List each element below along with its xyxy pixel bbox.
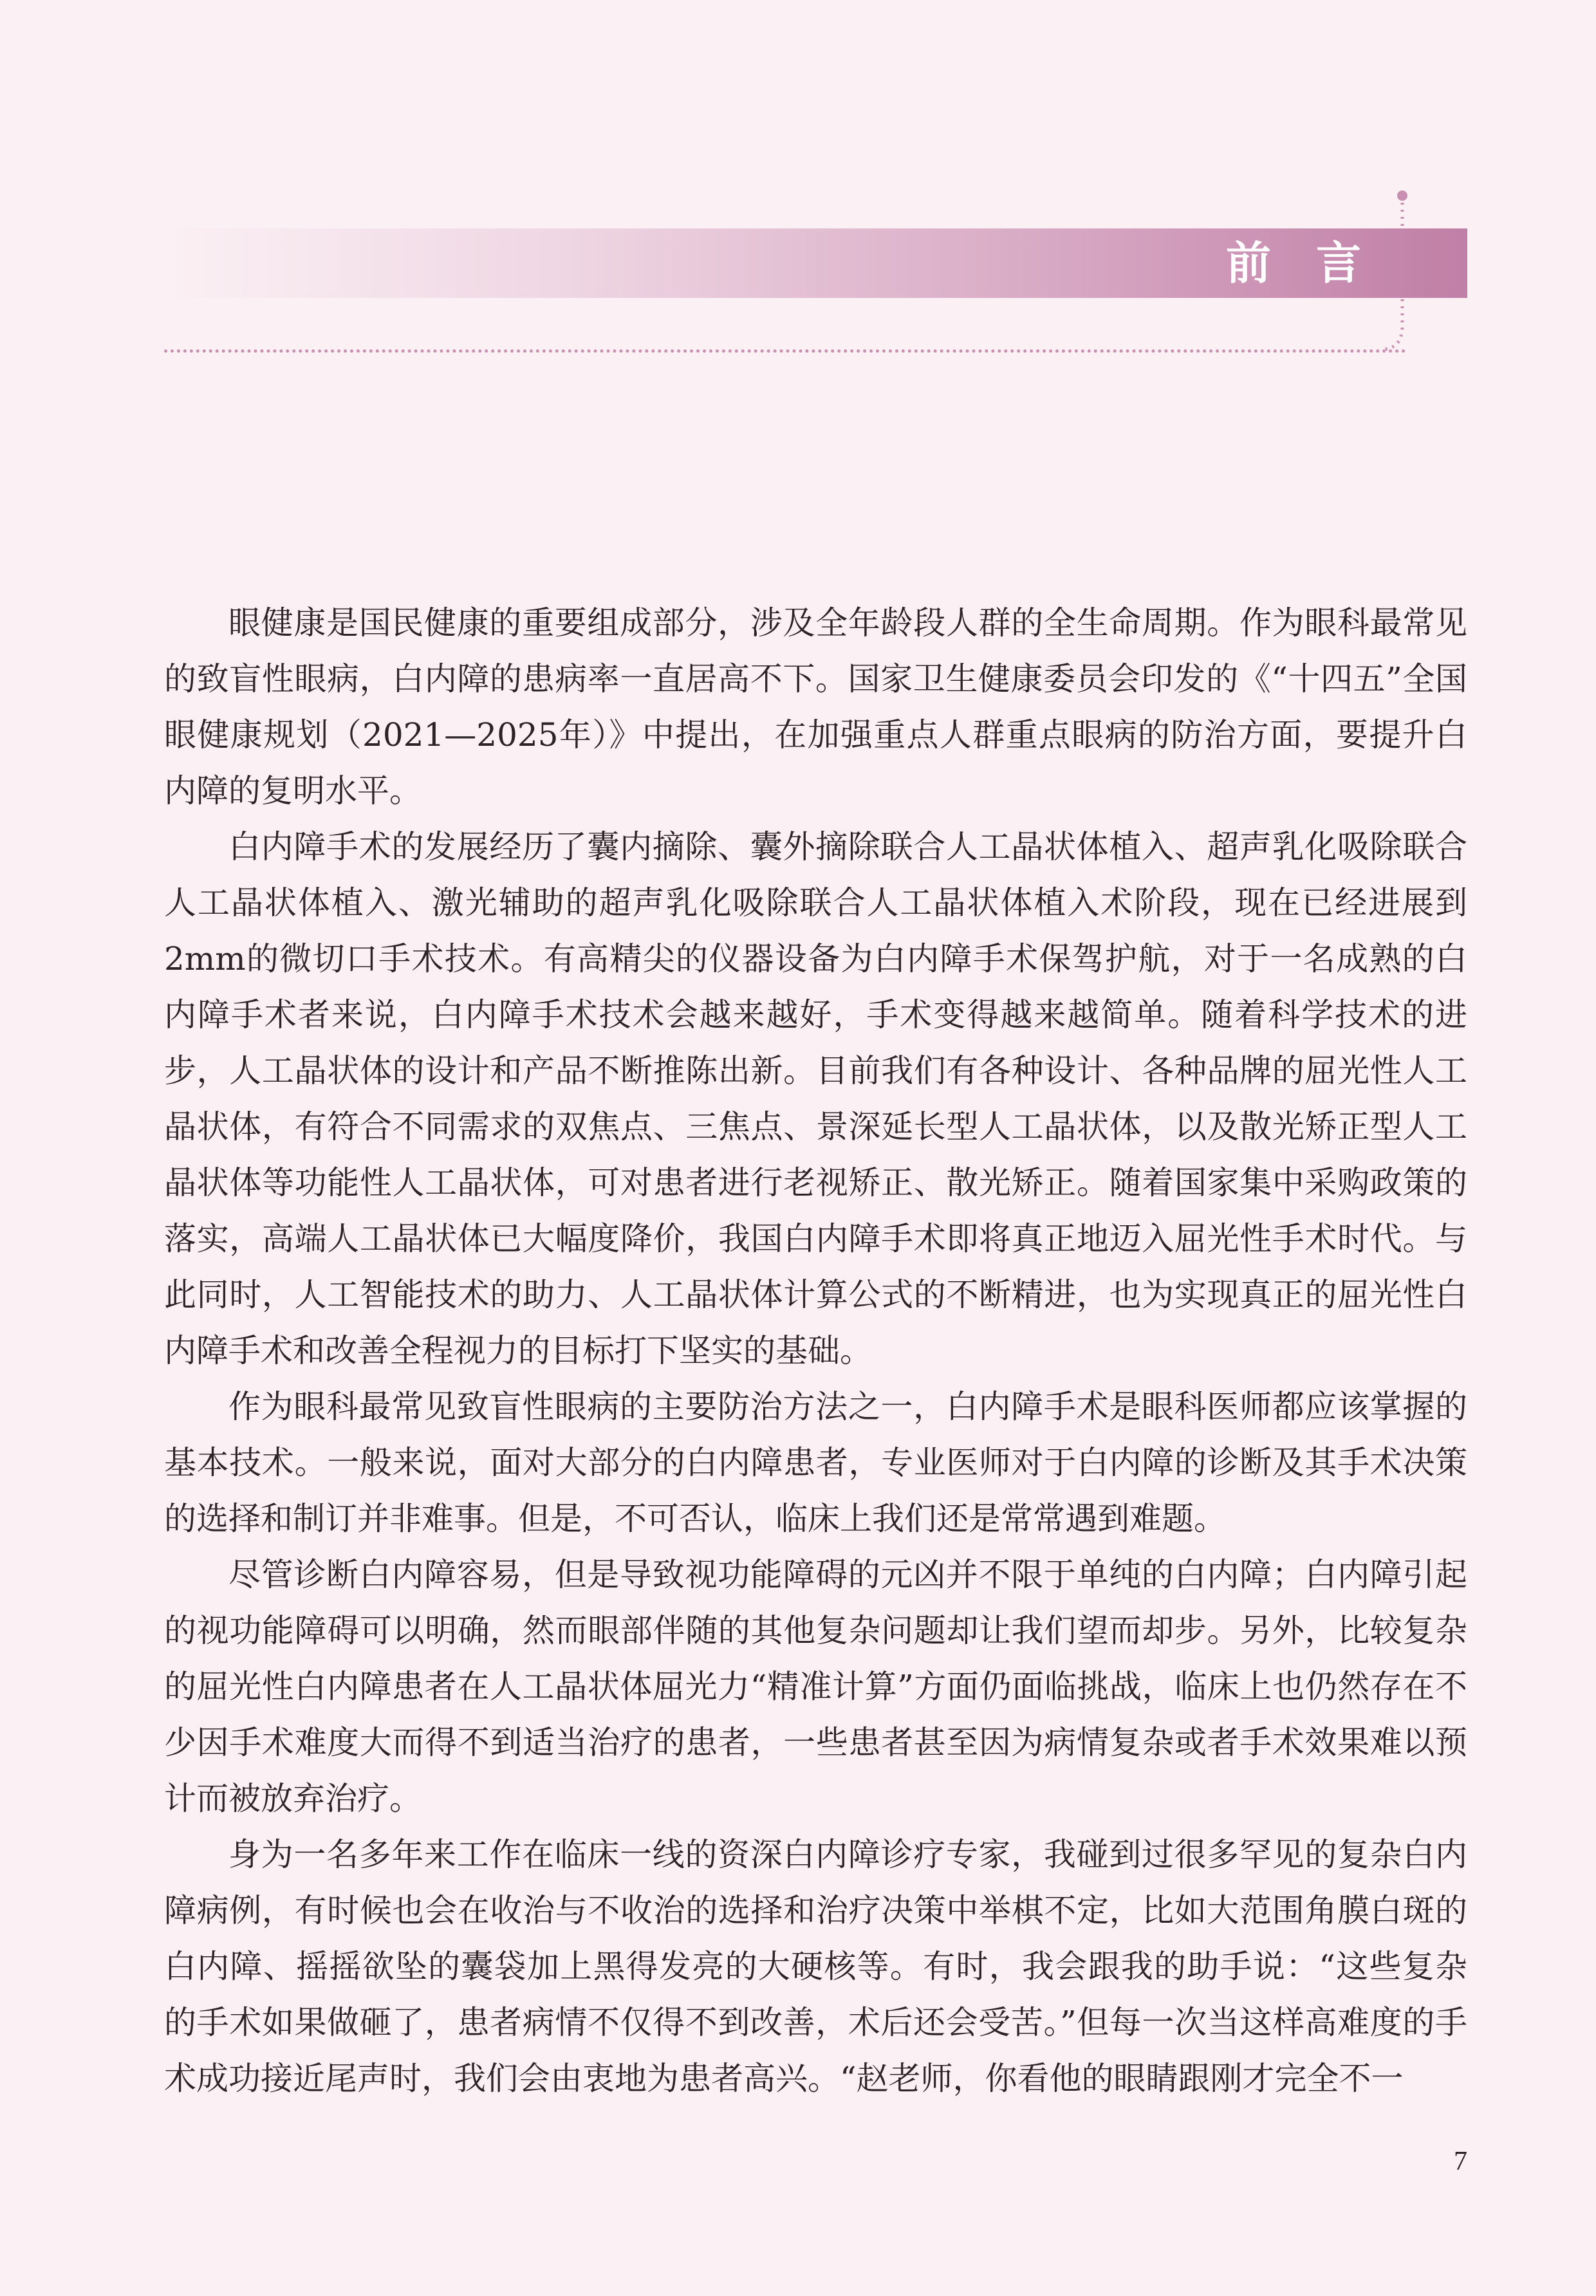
preface-body: [164, 595, 1467, 2107]
page-number: 7: [1454, 2147, 1467, 2176]
paragraph: 身为一名多年来工作在临床一线的资深白内障诊疗专家，我碰到过很多罕见的复杂白内障病例，有时候也会在收治与不收治的选择和治疗决策中举棋不定，比如大范围角膜白斑的白内障、摇摇欲坠的囊袋加上黑得发亮的大硬核等。有时，我会跟我的助手说：“这些复杂的手术如果做砸了，患者病情不仅得不到改善，术后还会受苦。”但每一次当这样高难度的手术成功接近尾声时，我们会由衷地为患者高兴。“赵老师，你看他的眼睛跟刚才完全不一: [164, 1836, 1467, 2097]
paragraph: 尽管诊断白内障容易，但是导致视功能障碍的元凶并不限于单纯的白内障；白内障引起的视功能障碍可以明确，然而眼部伴随的其他复杂问题却让我们望而却步。另外，比较复杂的屈光性白内障患者在人工晶状体屈光力“精准计算”方面仍面临挑战，临床上也仍然存在不少因手术难度大而得不到适当治疗的患者，一些患者甚至因为病情复杂或者手术效果难以预计而被放弃治疗。: [164, 1556, 1467, 1817]
chapter-title: 前言: [1226, 237, 1406, 290]
paragraph: 眼健康是国民健康的重要组成部分，涉及全年龄段人群的全生命周期。作为眼科最常见的致盲性眼病，白内障的患病率一直居高不下。国家卫生健康委员会印发的《“十四五”全国眼健康规划（2021—2025年）》中提出，在加强重点人群重点眼病的防治方面，要提升白内障的复明水平。: [164, 604, 1467, 810]
decorative-dotted-corner: [1384, 183, 1429, 364]
chapter-title-banner: [164, 228, 1467, 298]
paragraph: 作为眼科最常见致盲性眼病的主要防治方法之一，白内障手术是眼科医师都应该掌握的基本技术。一般来说，面对大部分的白内障患者，专业医师对于白内障的诊断及其手术决策的选择和制订并非难事。但是，不可否认，临床上我们还是常常遇到难题。: [164, 1388, 1467, 1537]
dotted-divider: [164, 349, 1406, 353]
paragraph: 白内障手术的发展经历了囊内摘除、囊外摘除联合人工晶状体植入、超声乳化吸除联合人工晶状体植入、激光辅助的超声乳化吸除联合人工晶状体植入术阶段，现在已经进展到2mm的微切口手术技术。有高精尖的仪器设备为白内障手术保驾护航，对于一名成熟的白内障手术者来说，白内障手术技术会越来越好，手术变得越来越简单。随着科学技术的进步，人工晶状体的设计和产品不断推陈出新。目前我们有各种设计、各种品牌的屈光性人工晶状体，有符合不同需求的双焦点、三焦点、景深延长型人工晶状体，以及散光矫正型人工晶状体等功能性人工晶状体，可对患者进行老视矫正、散光矫正。随着国家集中采购政策的落实，高端人工晶状体已大幅度降价，我国白内障手术即将真正地迈入屈光性手术时代。与此同时，人工智能技术的助力、人工晶状体计算公式的不断精进，也为实现真正的屈光性白内障手术和改善全程视力的目标打下坚实的基础。: [164, 828, 1467, 1369]
